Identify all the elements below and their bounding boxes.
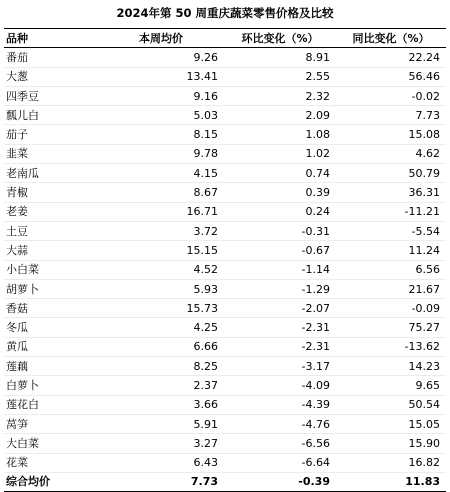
mom-change-cell: 0.39 [224, 183, 336, 202]
weekly-price-cell: 6.43 [98, 453, 224, 472]
weekly-price-cell: 8.15 [98, 125, 224, 144]
mom-change-cell: -4.09 [224, 376, 336, 395]
weekly-price-cell: 3.66 [98, 395, 224, 414]
weekly-price-cell: 9.26 [98, 48, 224, 67]
mom-change-cell: 2.32 [224, 86, 336, 105]
report-title: 2024年第 50 周重庆蔬菜零售价格及比较 [116, 6, 334, 20]
mom-change-cell: 0.24 [224, 202, 336, 221]
weekly-price-cell: 9.16 [98, 86, 224, 105]
table-row [4, 164, 446, 183]
weekly-price-cell: 5.03 [98, 106, 224, 125]
table-row [4, 279, 446, 298]
mom-change-cell: -4.76 [224, 414, 336, 433]
weekly-price-cell: 15.15 [98, 241, 224, 260]
header-mom-change: 环比变化（%） [241, 31, 319, 45]
mom-change-cell: -3.17 [224, 357, 336, 376]
table-row [4, 67, 446, 86]
header-yoy-change: 同比变化（%） [352, 31, 430, 45]
variety-cell: 大白菜 [4, 434, 98, 453]
table-row [4, 183, 446, 202]
yoy-change-cell: 7.73 [336, 106, 446, 125]
variety-cell: 老南瓜 [4, 164, 98, 183]
variety-cell: 黄瓜 [4, 337, 98, 356]
variety-cell: 茄子 [4, 125, 98, 144]
table-row [4, 260, 446, 279]
table-row [4, 414, 446, 433]
variety-cell: 大蒜 [4, 241, 98, 260]
table-row [4, 125, 446, 144]
weekly-price-cell: 16.71 [98, 202, 224, 221]
variety-cell: 花菜 [4, 453, 98, 472]
mom-change-cell: 2.09 [224, 106, 336, 125]
weekly-price-cell: 6.66 [98, 337, 224, 356]
yoy-change-cell: 22.24 [336, 48, 446, 67]
yoy-change-cell: 75.27 [336, 318, 446, 337]
variety-cell: 瓢儿白 [4, 106, 98, 125]
mom-change-cell: -0.67 [224, 241, 336, 260]
variety-cell: 冬瓜 [4, 318, 98, 337]
variety-cell: 土豆 [4, 221, 98, 240]
mom-change-cell: 1.08 [224, 125, 336, 144]
summary-weekly-price-cell: 7.73 [190, 475, 218, 489]
weekly-price-cell: 5.91 [98, 414, 224, 433]
mom-change-cell: -2.31 [224, 318, 336, 337]
table-row [4, 299, 446, 318]
table-row [4, 202, 446, 221]
summary-variety-cell: 综合均价 [6, 475, 50, 489]
variety-cell: 莴笋 [4, 414, 98, 433]
yoy-change-cell: -0.09 [336, 299, 446, 318]
mom-change-cell: -1.14 [224, 260, 336, 279]
variety-cell: 胡萝卜 [4, 279, 98, 298]
table-row [4, 144, 446, 163]
variety-cell: 韭菜 [4, 144, 98, 163]
mom-change-cell: 8.91 [224, 48, 336, 67]
mom-change-cell: -2.31 [224, 337, 336, 356]
table-row [4, 318, 446, 337]
yoy-change-cell: 9.65 [336, 376, 446, 395]
variety-cell: 番茄 [4, 48, 98, 67]
yoy-change-cell: 15.08 [336, 125, 446, 144]
yoy-change-cell: 50.79 [336, 164, 446, 183]
yoy-change-cell: -0.02 [336, 86, 446, 105]
yoy-change-cell: -13.62 [336, 337, 446, 356]
variety-cell: 青椒 [4, 183, 98, 202]
table-row [4, 337, 446, 356]
weekly-price-cell: 5.93 [98, 279, 224, 298]
mom-change-cell: -0.31 [224, 221, 336, 240]
yoy-change-cell: 15.90 [336, 434, 446, 453]
variety-cell: 大葱 [4, 67, 98, 86]
weekly-price-cell: 3.27 [98, 434, 224, 453]
table-row [4, 453, 446, 472]
weekly-price-cell: 9.78 [98, 144, 224, 163]
weekly-price-cell: 4.52 [98, 260, 224, 279]
variety-cell: 莲藕 [4, 357, 98, 376]
table-row [4, 241, 446, 260]
mom-change-cell: 1.02 [224, 144, 336, 163]
yoy-change-cell: 36.31 [336, 183, 446, 202]
weekly-price-cell: 15.73 [98, 299, 224, 318]
weekly-price-cell: 2.37 [98, 376, 224, 395]
weekly-price-cell: 8.25 [98, 357, 224, 376]
yoy-change-cell: 4.62 [336, 144, 446, 163]
yoy-change-cell: 56.46 [336, 67, 446, 86]
variety-cell: 小白菜 [4, 260, 98, 279]
table-row [4, 48, 446, 67]
table-row [4, 395, 446, 414]
table-row [4, 221, 446, 240]
yoy-change-cell: 14.23 [336, 357, 446, 376]
yoy-change-cell: 16.82 [336, 453, 446, 472]
yoy-change-cell: -5.54 [336, 221, 446, 240]
weekly-price-cell: 13.41 [98, 67, 224, 86]
summary-yoy-change-cell: 11.83 [405, 475, 440, 489]
weekly-price-cell: 4.25 [98, 318, 224, 337]
table-row [4, 106, 446, 125]
variety-cell: 白萝卜 [4, 376, 98, 395]
yoy-change-cell: -11.21 [336, 202, 446, 221]
table-header [4, 29, 446, 48]
summary-mom-change-cell: -0.39 [298, 475, 330, 489]
mom-change-cell: -6.64 [224, 453, 336, 472]
yoy-change-cell: 6.56 [336, 260, 446, 279]
mom-change-cell: 2.55 [224, 67, 336, 86]
table-body [4, 48, 446, 492]
yoy-change-cell: 11.24 [336, 241, 446, 260]
table-row [4, 357, 446, 376]
variety-cell: 老姜 [4, 202, 98, 221]
mom-change-cell: -6.56 [224, 434, 336, 453]
weekly-price-cell: 4.15 [98, 164, 224, 183]
mom-change-cell: -1.29 [224, 279, 336, 298]
table-row [4, 86, 446, 105]
variety-cell: 香菇 [4, 299, 98, 318]
variety-cell: 四季豆 [4, 86, 98, 105]
weekly-price-cell: 3.72 [98, 221, 224, 240]
table-row [4, 376, 446, 395]
header-variety: 品种 [6, 31, 28, 45]
weekly-price-cell: 8.67 [98, 183, 224, 202]
variety-cell: 莲花白 [4, 395, 98, 414]
yoy-change-cell: 15.05 [336, 414, 446, 433]
mom-change-cell: -4.39 [224, 395, 336, 414]
header-weekly-price: 本周均价 [139, 31, 183, 45]
price-table [4, 28, 446, 492]
yoy-change-cell: 21.67 [336, 279, 446, 298]
summary-row [4, 472, 446, 491]
mom-change-cell: -2.07 [224, 299, 336, 318]
yoy-change-cell: 50.54 [336, 395, 446, 414]
table-row [4, 434, 446, 453]
mom-change-cell: 0.74 [224, 164, 336, 183]
